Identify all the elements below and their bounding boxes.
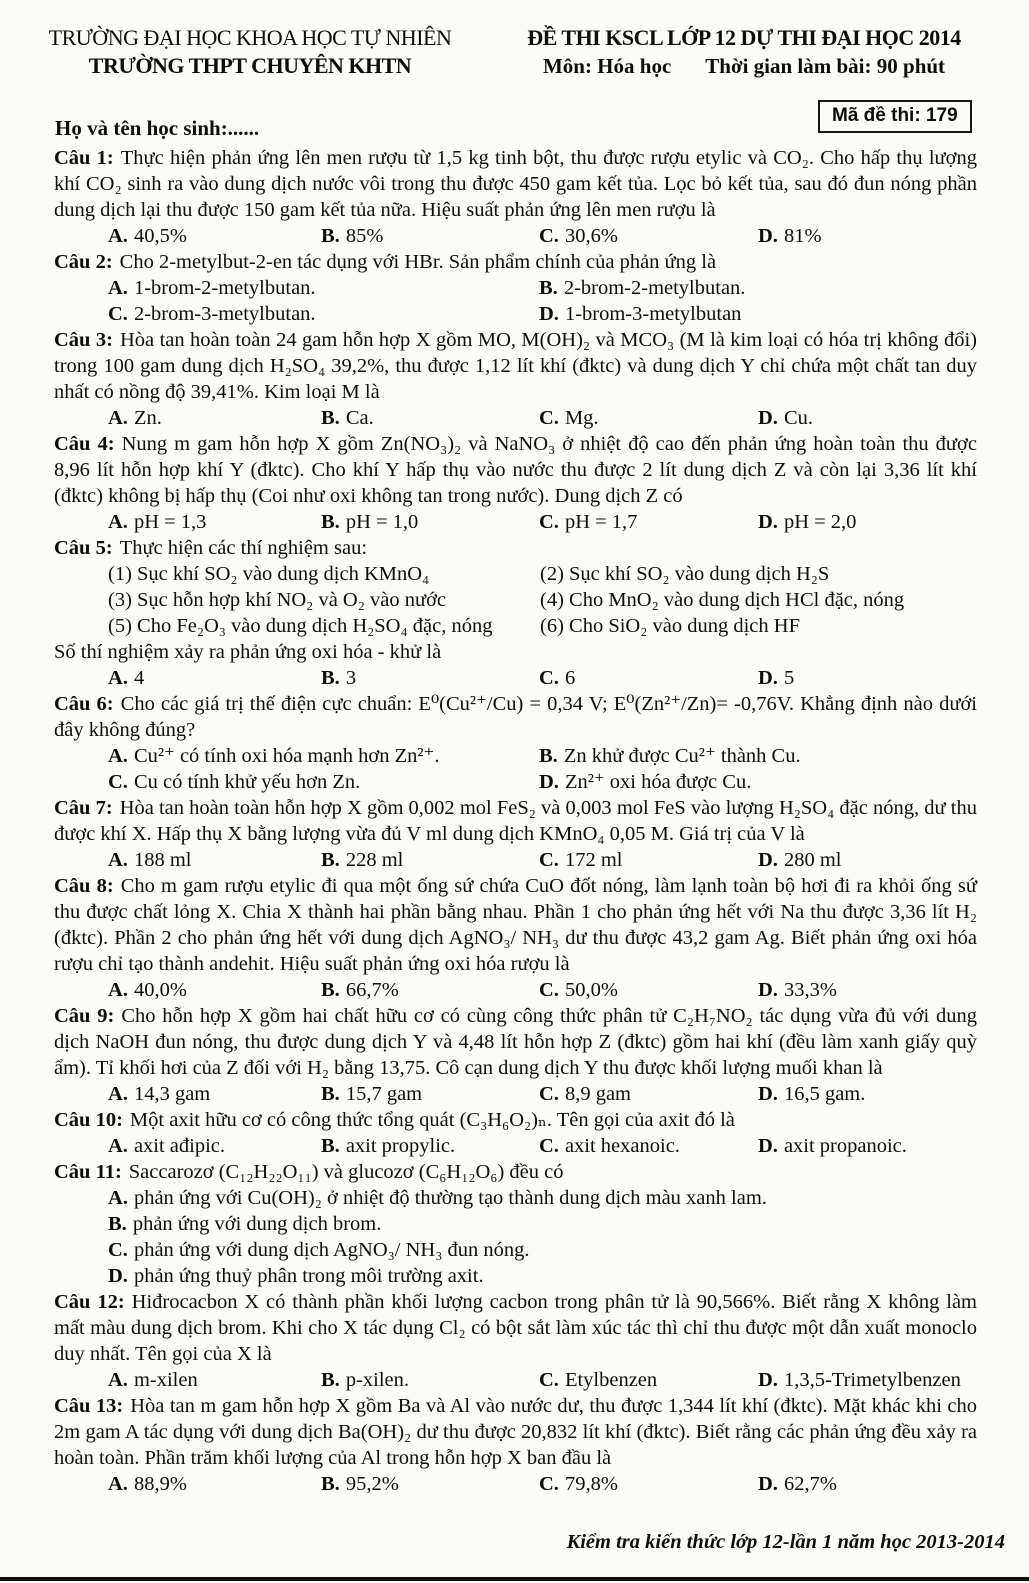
option-d xyxy=(758,405,977,431)
option-c xyxy=(539,665,758,691)
option-c xyxy=(108,301,539,327)
option-c xyxy=(108,1237,977,1263)
option-letter: B. xyxy=(321,667,340,689)
option-b xyxy=(321,847,539,873)
option-d xyxy=(758,509,977,535)
option-a xyxy=(108,1367,321,1393)
options xyxy=(54,665,977,691)
question-paragraph xyxy=(54,691,977,743)
option-text: 280 ml xyxy=(783,849,842,871)
option-d xyxy=(758,1133,977,1159)
option-c xyxy=(539,1367,758,1393)
option-text: 95,2% xyxy=(345,1473,399,1495)
option-text: axit ađipic. xyxy=(133,1135,226,1157)
option-letter: D. xyxy=(539,303,559,325)
option-text: phản ứng với dung dịch AgNO₃/ NH₃ đun nóng. xyxy=(133,1239,530,1261)
option-letter: B. xyxy=(321,1135,340,1157)
option-letter: A. xyxy=(108,407,128,429)
question xyxy=(54,249,977,327)
option-b xyxy=(321,1133,539,1159)
question-text: Một axit hữu cơ có công thức tổng quát (C₃H₆O₂)ₙ. Tên gọi của axit đó là xyxy=(129,1109,735,1131)
option-letter: D. xyxy=(758,1135,778,1157)
option-text: Cu có tính khử yếu hơn Zn. xyxy=(133,771,361,793)
question-paragraph xyxy=(54,249,977,275)
option-letter: D. xyxy=(758,1083,778,1105)
option-text: 1-brom-2-metylbutan. xyxy=(133,277,316,299)
option-text: axit propylic. xyxy=(345,1135,456,1157)
option-b xyxy=(321,1471,539,1497)
option-text: pH = 1,3 xyxy=(133,511,207,533)
option-text: 188 ml xyxy=(133,849,192,871)
option-text: 66,7% xyxy=(345,979,399,1001)
option-text: Zn. xyxy=(133,407,162,429)
option-text: 81% xyxy=(783,225,822,247)
option-a xyxy=(108,665,321,691)
option-letter: C. xyxy=(108,1239,128,1261)
option-text: 5 xyxy=(783,667,795,689)
option-text: Mg. xyxy=(564,407,599,429)
question-number: Câu 1: xyxy=(54,147,114,169)
question xyxy=(54,1289,977,1393)
option-letter: B. xyxy=(321,225,340,247)
question-paragraph xyxy=(54,145,977,223)
question-paragraph xyxy=(54,535,977,561)
option-text: p-xilen. xyxy=(345,1369,410,1391)
option-text: 85% xyxy=(345,225,384,247)
option-text: axit hexanoic. xyxy=(564,1135,680,1157)
option-text: 2-brom-2-metylbutan. xyxy=(563,277,746,299)
option-text: 30,6% xyxy=(564,225,618,247)
option-d xyxy=(758,1081,977,1107)
question-text: Hòa tan hoàn toàn hỗn hợp X gồm 0,002 mol FeS₂ và 0,003 mol FeS vào lượng H₂SO₄ đặc nóng, dư thu được khí X. Hấp thụ X bằng lượng vừa đủ V ml dung dịch KMnO₄ 0,05 M. Giá trị của V là xyxy=(54,797,977,845)
options xyxy=(54,509,977,535)
option-text: phản ứng thuỷ phân trong môi trường axit. xyxy=(133,1265,484,1287)
question-number: Câu 6: xyxy=(54,693,114,715)
option-letter: D. xyxy=(758,667,778,689)
option-a xyxy=(108,405,321,431)
question-paragraph xyxy=(54,1003,977,1081)
option-c xyxy=(108,769,539,795)
exam-code-box xyxy=(818,100,972,133)
option-letter: A. xyxy=(108,511,128,533)
option-letter: C. xyxy=(539,849,559,871)
option-b xyxy=(321,665,539,691)
experiment-left: (5) Cho Fe₂O₃ vào dung dịch H₂SO₄ đặc, nóng xyxy=(108,615,493,637)
option-text: 40,5% xyxy=(133,225,187,247)
option-letter: C. xyxy=(539,979,559,1001)
option-letter: B. xyxy=(321,407,340,429)
question xyxy=(54,327,977,431)
option-letter: B. xyxy=(321,979,340,1001)
question xyxy=(54,691,977,795)
option-text: 33,3% xyxy=(783,979,837,1001)
experiment-right: (2) Sục khí SO₂ vào dung dịch H₂S xyxy=(540,563,830,585)
option-letter: D. xyxy=(758,511,778,533)
option-b xyxy=(108,1211,977,1237)
question-paragraph xyxy=(54,1159,977,1185)
question xyxy=(54,145,977,249)
option-letter: C. xyxy=(539,1473,559,1495)
question-text: Nung m gam hỗn hợp X gồm Zn(NO₃)₂ và NaNO₃ ở nhiệt độ cao đến phản ứng hoàn toàn thu được 8,96 lít hỗn hợp khí Y (đktc). Cho khí Y hấp thụ vào nước thu được 2 lít dung dịch Z và còn lại 3,36 lít khí (đktc) không bị hấp thụ (Coi như oxi không tan trong nước). Dung dịch Z có xyxy=(54,433,977,507)
exam-header xyxy=(505,24,983,80)
option-a xyxy=(108,1081,321,1107)
question-paragraph xyxy=(54,873,977,977)
option-letter: C. xyxy=(539,511,559,533)
option-letter: A. xyxy=(108,225,128,247)
option-text: 172 ml xyxy=(564,849,623,871)
option-letter: B. xyxy=(539,745,558,767)
question-paragraph xyxy=(54,1393,977,1471)
question xyxy=(54,1003,977,1107)
option-letter: A. xyxy=(108,1473,128,1495)
option-letter: C. xyxy=(539,407,559,429)
question-number: Câu 4: xyxy=(54,433,115,455)
option-text: pH = 1,0 xyxy=(345,511,419,533)
option-a xyxy=(108,977,321,1003)
question-number: Câu 7: xyxy=(54,797,113,819)
question-paragraph xyxy=(54,795,977,847)
option-text: 3 xyxy=(345,667,357,689)
option-b xyxy=(321,977,539,1003)
option-text: 79,8% xyxy=(564,1473,618,1495)
option-c xyxy=(539,405,758,431)
question-number: Câu 2: xyxy=(54,251,113,273)
option-b xyxy=(321,223,539,249)
question-paragraph xyxy=(54,1107,977,1133)
options xyxy=(54,223,977,249)
question xyxy=(54,1107,977,1159)
option-b xyxy=(539,275,977,301)
question-text: Cho 2-metylbut-2-en tác dụng với HBr. Sản phẩm chính của phản ứng là xyxy=(119,251,717,273)
option-a xyxy=(108,509,321,535)
experiment-right: (6) Cho SiO₂ vào dung dịch HF xyxy=(540,615,800,637)
experiment-left: (1) Sục khí SO₂ vào dung dịch KMnO₄ xyxy=(108,563,430,585)
option-text: 1-brom-3-metylbutan xyxy=(564,303,742,325)
option-a xyxy=(108,1133,321,1159)
question-text: Cho các giá trị thế điện cực chuẩn: E⁰(Cu²⁺/Cu) = 0,34 V; E⁰(Zn²⁺/Zn)= -0,76V. Khẳng định nào dưới đây không đúng? xyxy=(54,693,977,741)
option-text: m-xilen xyxy=(133,1369,198,1391)
option-c xyxy=(539,847,758,873)
option-letter: B. xyxy=(108,1213,127,1235)
experiment-row xyxy=(54,587,977,613)
option-text: Zn²⁺ oxi hóa được Cu. xyxy=(564,771,752,793)
option-d xyxy=(108,1263,977,1289)
exam-code: Mã đề thi: 179 xyxy=(832,105,958,126)
option-c xyxy=(539,977,758,1003)
question-number: Câu 8: xyxy=(54,875,114,897)
exam-duration: Thời gian làm bài: 90 phút xyxy=(705,54,946,78)
question xyxy=(54,431,977,535)
question xyxy=(54,1159,977,1289)
option-text: 6 xyxy=(564,667,576,689)
options xyxy=(54,743,977,795)
options xyxy=(54,1471,977,1497)
option-text: pH = 1,7 xyxy=(564,511,638,533)
option-letter: B. xyxy=(321,511,340,533)
option-letter: C. xyxy=(539,1135,559,1157)
option-letter: A. xyxy=(108,745,128,767)
footer-note: Kiểm tra kiến thức lớp 12-lần 1 năm học 2013-2014 xyxy=(566,1531,1005,1553)
options xyxy=(54,1367,977,1393)
option-letter: D. xyxy=(758,407,778,429)
option-a xyxy=(108,1471,321,1497)
question-number: Câu 9: xyxy=(54,1005,115,1027)
options xyxy=(54,847,977,873)
option-text: 40,0% xyxy=(133,979,187,1001)
experiment-row xyxy=(54,561,977,587)
option-c xyxy=(539,223,758,249)
question-text: Cho m gam rượu etylic đi qua một ống sứ chứa CuO đốt nóng, làm lạnh toàn bộ hơi đi ra khỏi ống sứ thu được chất lỏng X. Chia X thành hai phần bằng nhau. Phần 1 cho phản ứng hết với Na thu được 3,36 lít H₂ (đktc). Phần 2 cho phản ứng hết với dung dịch AgNO₃/ NH₃ dư thu được 43,2 gam Ag. Biết phản ứng oxi hóa rượu chỉ tạo thành andehit. Hiệu suất phản ứng oxi hóa rượu là xyxy=(54,875,977,975)
school-header xyxy=(28,24,472,80)
experiment-right: (4) Cho MnO₂ vào dung dịch HCl đặc, nóng xyxy=(540,589,905,611)
option-letter: A. xyxy=(108,1369,128,1391)
option-letter: D. xyxy=(108,1265,128,1287)
option-text: 62,7% xyxy=(783,1473,837,1495)
option-letter: D. xyxy=(758,225,778,247)
question-number: Câu 11: xyxy=(54,1161,122,1183)
option-d xyxy=(539,769,977,795)
option-d xyxy=(758,665,977,691)
exam-title: ĐỀ THI KSCL LỚP 12 DỰ THI ĐẠI HỌC 2014 xyxy=(527,25,961,50)
options xyxy=(54,1081,977,1107)
option-letter: A. xyxy=(108,1135,128,1157)
option-letter: A. xyxy=(108,849,128,871)
option-c xyxy=(539,509,758,535)
question-number: Câu 10: xyxy=(54,1109,123,1131)
experiment-row xyxy=(54,613,977,639)
option-letter: D. xyxy=(758,1369,778,1391)
option-a xyxy=(108,847,321,873)
option-text: 88,9% xyxy=(133,1473,187,1495)
question-paragraph xyxy=(54,431,977,509)
option-text: phản ứng với dung dịch brom. xyxy=(132,1213,382,1235)
option-a xyxy=(108,1185,977,1211)
option-text: 1,3,5-Trimetylbenzen xyxy=(783,1369,961,1391)
option-text: 4 xyxy=(133,667,145,689)
question-text: Hiđrocacbon X có thành phần khối lượng cacbon trong phân tử là 90,566%. Biết rằng X không làm mất màu dung dịch brom. Khi cho X tác dụng Cl₂ có bột sắt làm xúc tác thì chỉ thu được một dẫn xuất monoclo duy nhất. Tên gọi của X là xyxy=(54,1291,977,1365)
option-d xyxy=(758,977,977,1003)
option-a xyxy=(108,743,539,769)
option-letter: C. xyxy=(539,225,559,247)
option-d xyxy=(539,301,977,327)
option-c xyxy=(539,1081,758,1107)
option-b xyxy=(539,743,977,769)
options xyxy=(54,405,977,431)
option-letter: D. xyxy=(758,849,778,871)
option-text: 14,3 gam xyxy=(133,1083,211,1105)
school-name-university: TRƯỜNG ĐẠI HỌC KHOA HỌC TỰ NHIÊN xyxy=(48,25,452,50)
question-number: Câu 12: xyxy=(54,1291,125,1313)
option-letter: B. xyxy=(321,1083,340,1105)
option-d xyxy=(758,1367,977,1393)
options xyxy=(54,1185,977,1289)
question-number: Câu 5: xyxy=(54,537,113,559)
option-letter: C. xyxy=(539,1369,559,1391)
option-b xyxy=(321,1081,539,1107)
option-text: axit propanoic. xyxy=(783,1135,907,1157)
options xyxy=(54,275,977,327)
option-letter: A. xyxy=(108,1187,128,1209)
page-bottom-scan-edge xyxy=(0,1577,1029,1581)
option-text: 2-brom-3-metylbutan. xyxy=(133,303,316,325)
question-number: Câu 13: xyxy=(54,1395,124,1417)
question-text: Hòa tan m gam hỗn hợp X gồm Ba và Al vào nước dư, thu được 1,344 lít khí (đktc). Mặt khác khi cho 2m gam A tác dụng với dung dịch Ba(OH)₂ dư thu được 20,832 lít khí (đktc). Biết rằng các phản ứng đều xảy ra hoàn toàn. Phần trăm khối lượng của Al trong hỗn hợp X ban đầu là xyxy=(54,1395,977,1469)
option-letter: D. xyxy=(758,1473,778,1495)
question-paragraph xyxy=(54,1289,977,1367)
option-letter: D. xyxy=(758,979,778,1001)
question-text: Saccarozơ (C₁₂H₂₂O₁₁) và glucozơ (C₆H₁₂O₆) đều có xyxy=(128,1161,564,1183)
option-b xyxy=(321,1367,539,1393)
option-letter: B. xyxy=(321,849,340,871)
option-text: 8,9 gam xyxy=(564,1083,631,1105)
question xyxy=(54,1393,977,1497)
option-letter: B. xyxy=(321,1369,340,1391)
question xyxy=(54,873,977,1003)
school-name-highschool: TRƯỜNG THPT CHUYÊN KHTN xyxy=(88,53,412,78)
question-text: Cho hỗn hợp X gồm hai chất hữu cơ có cùng công thức phân tử C₂H₇NO₂ tác dụng vừa đủ với dung dịch NaOH đun nóng, thu được dung dịch Y và 4,48 lít hỗn hợp Z (đktc) gồm hai khí (đều làm xanh giấy quỳ ẩm). Tỉ khối hơi của Z đối với H₂ bằng 13,75. Cô cạn dung dịch Y thu được khối lượng muối khan là xyxy=(54,1005,977,1079)
option-text: 16,5 gam. xyxy=(783,1083,866,1105)
option-text: Cu. xyxy=(783,407,813,429)
question-paragraph xyxy=(54,327,977,405)
option-text: 15,7 gam xyxy=(345,1083,423,1105)
option-c xyxy=(539,1133,758,1159)
question xyxy=(54,535,977,691)
option-letter: A. xyxy=(108,979,128,1001)
questions xyxy=(54,145,977,1497)
option-letter: C. xyxy=(108,303,128,325)
option-text: Ca. xyxy=(345,407,374,429)
student-name-label: Họ và tên học sinh:...... xyxy=(55,116,260,140)
question-text: Hòa tan hoàn toàn 24 gam hỗn hợp X gồm MO, M(OH)₂ và MCO₃ (M là kim loại có hóa trị không đổi) trong 100 gam dung dịch H₂SO₄ 39,2%, thu được 1,12 lít khí (đktc) và dung dịch Y chỉ chứa một chất tan duy nhất có nồng độ 39,41%. Kim loại M là xyxy=(54,329,977,403)
option-c xyxy=(539,1471,758,1497)
option-b xyxy=(321,405,539,431)
option-a xyxy=(108,223,321,249)
option-d xyxy=(758,223,977,249)
option-letter: D. xyxy=(539,771,559,793)
option-letter: C. xyxy=(539,1083,559,1105)
question-tail: Số thí nghiệm xảy ra phản ứng oxi hóa - khử là xyxy=(54,641,442,663)
option-letter: A. xyxy=(108,667,128,689)
options xyxy=(54,977,977,1003)
options xyxy=(54,1133,977,1159)
question-text: Thực hiện phản ứng lên men rượu từ 1,5 kg tinh bột, thu được rượu etylic và CO₂. Cho hấp thụ lượng khí CO₂ sinh ra vào dung dịch nước vôi trong thu được 450 gam kết tủa. Lọc bỏ kết tủa, sau đó đun nóng phần dung dịch lại thu được 150 gam kết tủa nữa. Hiệu suất phản ứng lên men rượu là xyxy=(54,147,977,221)
option-text: Zn khử được Cu²⁺ thành Cu. xyxy=(563,745,801,767)
exam-subject: Môn: Hóa học xyxy=(542,54,672,78)
option-text: 228 ml xyxy=(345,849,404,871)
option-d xyxy=(758,847,977,873)
option-letter: A. xyxy=(108,277,128,299)
question-number: Câu 3: xyxy=(54,329,113,351)
option-a xyxy=(108,275,539,301)
option-text: phản ứng với Cu(OH)₂ ở nhiệt độ thường tạo thành dung dịch màu xanh lam. xyxy=(133,1187,767,1209)
option-text: Etylbenzen xyxy=(564,1369,658,1391)
experiment-left: (3) Sục hỗn hợp khí NO₂ và O₂ vào nước xyxy=(108,589,447,611)
option-letter: C. xyxy=(539,667,559,689)
option-letter: A. xyxy=(108,1083,128,1105)
exam-subject-duration xyxy=(505,52,983,80)
question xyxy=(54,795,977,873)
option-text: 50,0% xyxy=(564,979,618,1001)
option-letter: C. xyxy=(108,771,128,793)
option-text: Cu²⁺ có tính oxi hóa mạnh hơn Zn²⁺. xyxy=(133,745,440,767)
option-letter: B. xyxy=(321,1473,340,1495)
option-text: pH = 2,0 xyxy=(783,511,857,533)
question-text: Thực hiện các thí nghiệm sau: xyxy=(119,537,368,559)
option-letter: B. xyxy=(539,277,558,299)
option-d xyxy=(758,1471,977,1497)
option-b xyxy=(321,509,539,535)
